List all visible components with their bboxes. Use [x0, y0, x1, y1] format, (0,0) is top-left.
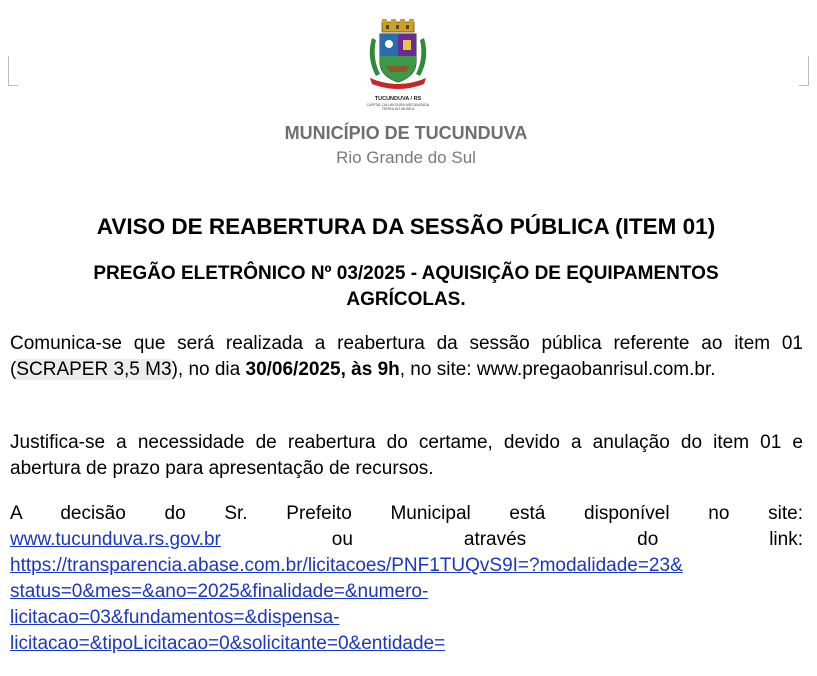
subtitle-line-1: PREGÃO ELETRÔNICO Nº 03/2025 - AQUISIÇÃO DE EQUIPAMENTOS [93, 263, 719, 284]
transparency-link-line-1[interactable]: https://transparencia.abase.com.br/licitacoes/PNF1TUQvS9I=?modalidade=23& [10, 555, 683, 576]
transparency-link-line-2[interactable]: status=0&mes=&ano=2025&finalidade=&numero- [10, 581, 429, 602]
p1-text-b: ), no dia [171, 359, 246, 380]
p1-text-c: , no site: www.pregaobanrisul.com.br. [399, 359, 716, 380]
reopening-paragraph [10, 331, 803, 383]
subtitle-line-2: AGRÍCOLAS. [346, 289, 466, 310]
logo-tagline-secondary: TERRA DO MUSEU [381, 107, 415, 111]
decision-text: A decisão do Sr. Prefeito Municipal está disponível no site: [10, 503, 803, 524]
transparency-link-line-4[interactable]: licitacao=&tipoLicitacao=0&solicitante=0&entidade= [10, 633, 446, 654]
crop-mark-left [8, 56, 19, 86]
state-name: Rio Grande do Sul [336, 148, 476, 167]
transparency-link-block [10, 553, 803, 657]
decision-site-line [10, 527, 803, 553]
logo-tagline: CAPITAL DA LAVOURA MECANIZADA [366, 103, 430, 107]
decision-paragraph [10, 501, 803, 657]
municipal-coat-of-arms [358, 18, 438, 116]
notice-title: AVISO DE REABERTURA DA SESSÃO PÚBLICA (ITEM 01) [96, 214, 716, 239]
crop-mark-right [798, 56, 809, 86]
session-date: 30/06/2025, às 9h [245, 359, 400, 380]
municipality-name: MUNICÍPIO DE TUCUNDUVA [284, 123, 528, 143]
coat-of-arms-icon [358, 18, 438, 96]
logo-city-name: TUCUNDUVA / RS [374, 96, 422, 102]
tucunduva-site-link[interactable]: www.tucunduva.rs.gov.br [10, 529, 221, 550]
item-highlight: SCRAPER 3,5 M3 [16, 359, 172, 380]
p1-text-a: Comunica-se que será realizada a reabertura da sessão pública referente ao item 01 ( [10, 333, 803, 380]
transparency-link-line-3[interactable]: licitacao=03&fundamentos=&dispensa- [10, 607, 340, 628]
decision-text-b: ou através do link: [220, 529, 803, 550]
justification-paragraph: Justifica-se a necessidade de reabertura do certame, devido a anulação do item 01 e abertura de prazo para apresentação de recursos. [10, 432, 803, 479]
notice-subtitle [30, 261, 782, 313]
